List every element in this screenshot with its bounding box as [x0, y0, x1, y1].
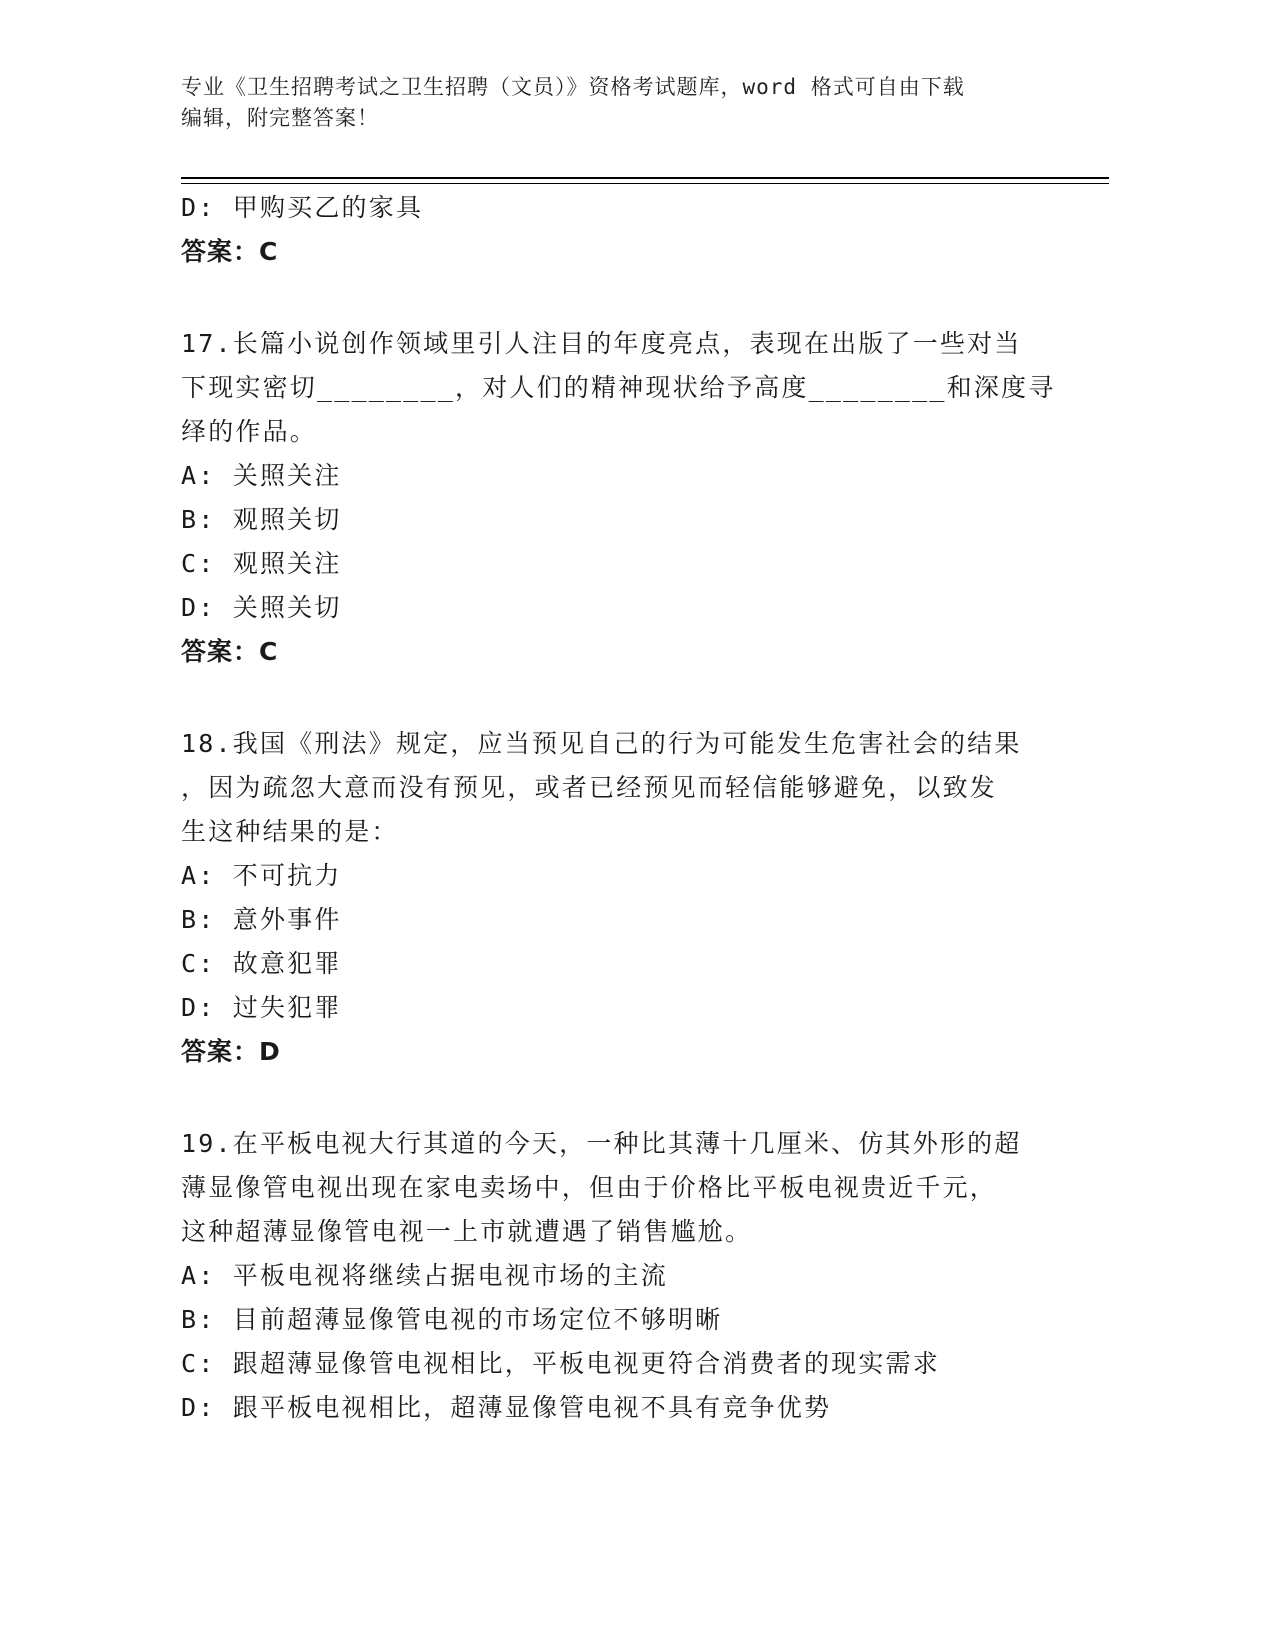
- option-d: D: 过失犯罪: [181, 993, 342, 1022]
- header-line-2: 编辑，附完整答案！: [181, 106, 379, 130]
- spacer: [181, 674, 1061, 722]
- spacer: [181, 1074, 1061, 1122]
- document-header: [181, 72, 1041, 134]
- option-d: D: 甲购买乙的家具: [181, 193, 424, 222]
- option-a: A: 不可抗力: [181, 861, 342, 890]
- answer-line: 答案：C: [181, 237, 279, 266]
- stem-line: 下现实密切________，对人们的精神现状给予高度________和深度寻: [181, 373, 1056, 402]
- option-d: D: 跟平板电视相比，超薄显像管电视不具有竞争优势: [181, 1393, 832, 1422]
- option-a: A: 平板电视将继续占据电视市场的主流: [181, 1261, 668, 1290]
- header-line-1: 专业《卫生招聘考试之卫生招聘（文员）》资格考试题库，word 格式可自由下载: [181, 75, 965, 99]
- option-b: B: 观照关切: [181, 505, 342, 534]
- question-19: [181, 1122, 1061, 1430]
- stem-line: 19.在平板电视大行其道的今天，一种比其薄十几厘米、仿其外形的超: [181, 1129, 1022, 1158]
- option-c: C: 观照关注: [181, 549, 342, 578]
- question-16-tail: [181, 186, 1061, 274]
- spacer: [181, 274, 1061, 322]
- option-c: C: 故意犯罪: [181, 949, 342, 978]
- option-b: B: 意外事件: [181, 905, 342, 934]
- question-stem: [181, 1122, 1061, 1254]
- question-17: [181, 322, 1061, 674]
- option-a: A: 关照关注: [181, 461, 342, 490]
- question-stem: [181, 322, 1061, 454]
- stem-line: 这种超薄显像管电视一上市就遭遇了销售尴尬。: [181, 1217, 753, 1246]
- stem-line: 生这种结果的是：: [181, 817, 399, 846]
- stem-line: 18.我国《刑法》规定，应当预见自己的行为可能发生危害社会的结果: [181, 729, 1022, 758]
- question-stem: [181, 722, 1061, 854]
- stem-line: 薄显像管电视出现在家电卖场中，但由于价格比平板电视贵近千元，: [181, 1173, 998, 1202]
- answer-line: 答案：D: [181, 1037, 281, 1066]
- option-d: D: 关照关切: [181, 593, 342, 622]
- stem-line: ，因为疏忽大意而没有预见，或者已经预见而轻信能够避免，以致发: [181, 773, 998, 802]
- stem-line: 17.长篇小说创作领域里引人注目的年度亮点，表现在出版了一些对当: [181, 329, 1022, 358]
- option-c: C: 跟超薄显像管电视相比，平板电视更符合消费者的现实需求: [181, 1349, 940, 1378]
- option-b: B: 目前超薄显像管电视的市场定位不够明晰: [181, 1305, 723, 1334]
- document-body: [181, 186, 1061, 1430]
- header-divider-thin: [181, 183, 1109, 184]
- answer-line: 答案：C: [181, 637, 279, 666]
- header-divider-thick: [181, 177, 1109, 179]
- stem-line: 绎的作品。: [181, 417, 318, 446]
- question-18: [181, 722, 1061, 1074]
